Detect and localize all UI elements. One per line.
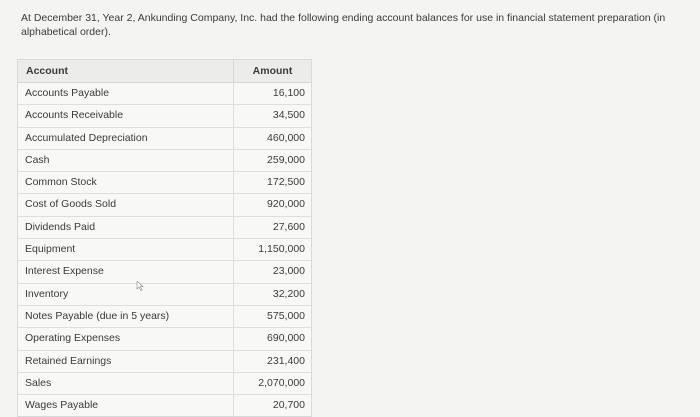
- amount-cell: 575,000: [267, 309, 305, 322]
- amount-cell: 690,000: [267, 332, 305, 345]
- table-row: [18, 217, 311, 239]
- table-row: [18, 328, 311, 350]
- amount-cell: 231,400: [267, 354, 305, 367]
- account-name-cell: Accounts Receivable: [18, 105, 234, 126]
- amount-cell: 23,000: [272, 265, 305, 278]
- amount-cell: 2,070,000: [258, 376, 305, 389]
- account-name-cell: Accounts Payable: [18, 83, 234, 104]
- account-name-cell: Sales: [18, 373, 234, 394]
- table-row: [18, 306, 311, 328]
- amount-cell: 920,000: [267, 198, 305, 211]
- amount-cell: 34,500: [272, 109, 305, 122]
- account-name-cell: Inventory: [18, 284, 234, 305]
- account-name-cell: Cash: [18, 150, 234, 171]
- table-row: [18, 373, 311, 395]
- table-row: [18, 150, 311, 172]
- account-name-cell: Operating Expenses: [18, 328, 234, 349]
- table-row: [18, 284, 311, 306]
- amount-cell: 16,100: [272, 87, 305, 99]
- table-row: [18, 194, 311, 216]
- amount-column-header: Amount: [252, 65, 293, 77]
- table-row: [18, 172, 311, 194]
- account-name-cell: Equipment: [18, 239, 234, 260]
- account-name-cell: Wages Payable: [18, 395, 234, 416]
- amount-cell: 32,200: [272, 287, 305, 300]
- account-balances-table: [17, 59, 312, 417]
- problem-statement: At December 31, Year 2, Ankunding Company, Inc. had the following ending account balances for use in financial statement preparation (in alphabetical order).: [21, 12, 666, 38]
- account-column-header: Account: [18, 60, 234, 82]
- mouse-cursor-icon: [136, 281, 144, 291]
- account-name-cell: Common Stock: [18, 172, 234, 193]
- table-header: [18, 60, 311, 83]
- table-row: [18, 105, 311, 127]
- table-row: [18, 261, 311, 283]
- amount-cell: 460,000: [267, 131, 305, 144]
- account-name-cell: Accumulated Depreciation: [18, 128, 234, 149]
- table-body: [18, 83, 311, 416]
- table-row: [18, 128, 311, 150]
- amount-cell: 27,600: [272, 220, 305, 233]
- table-row: [18, 351, 311, 373]
- amount-cell: 259,000: [267, 153, 305, 166]
- amount-cell: 20,700: [272, 399, 305, 412]
- amount-cell: 1,150,000: [258, 243, 305, 256]
- table-row: [18, 239, 311, 261]
- account-name-cell: Dividends Paid: [18, 217, 234, 238]
- account-name-cell: Cost of Goods Sold: [18, 194, 234, 215]
- amount-cell: 172,500: [267, 176, 305, 189]
- account-name-cell: Retained Earnings: [18, 351, 234, 372]
- account-name-cell: Notes Payable (due in 5 years): [18, 306, 234, 327]
- table-row: [18, 83, 311, 105]
- account-name-cell: Interest Expense: [18, 261, 234, 282]
